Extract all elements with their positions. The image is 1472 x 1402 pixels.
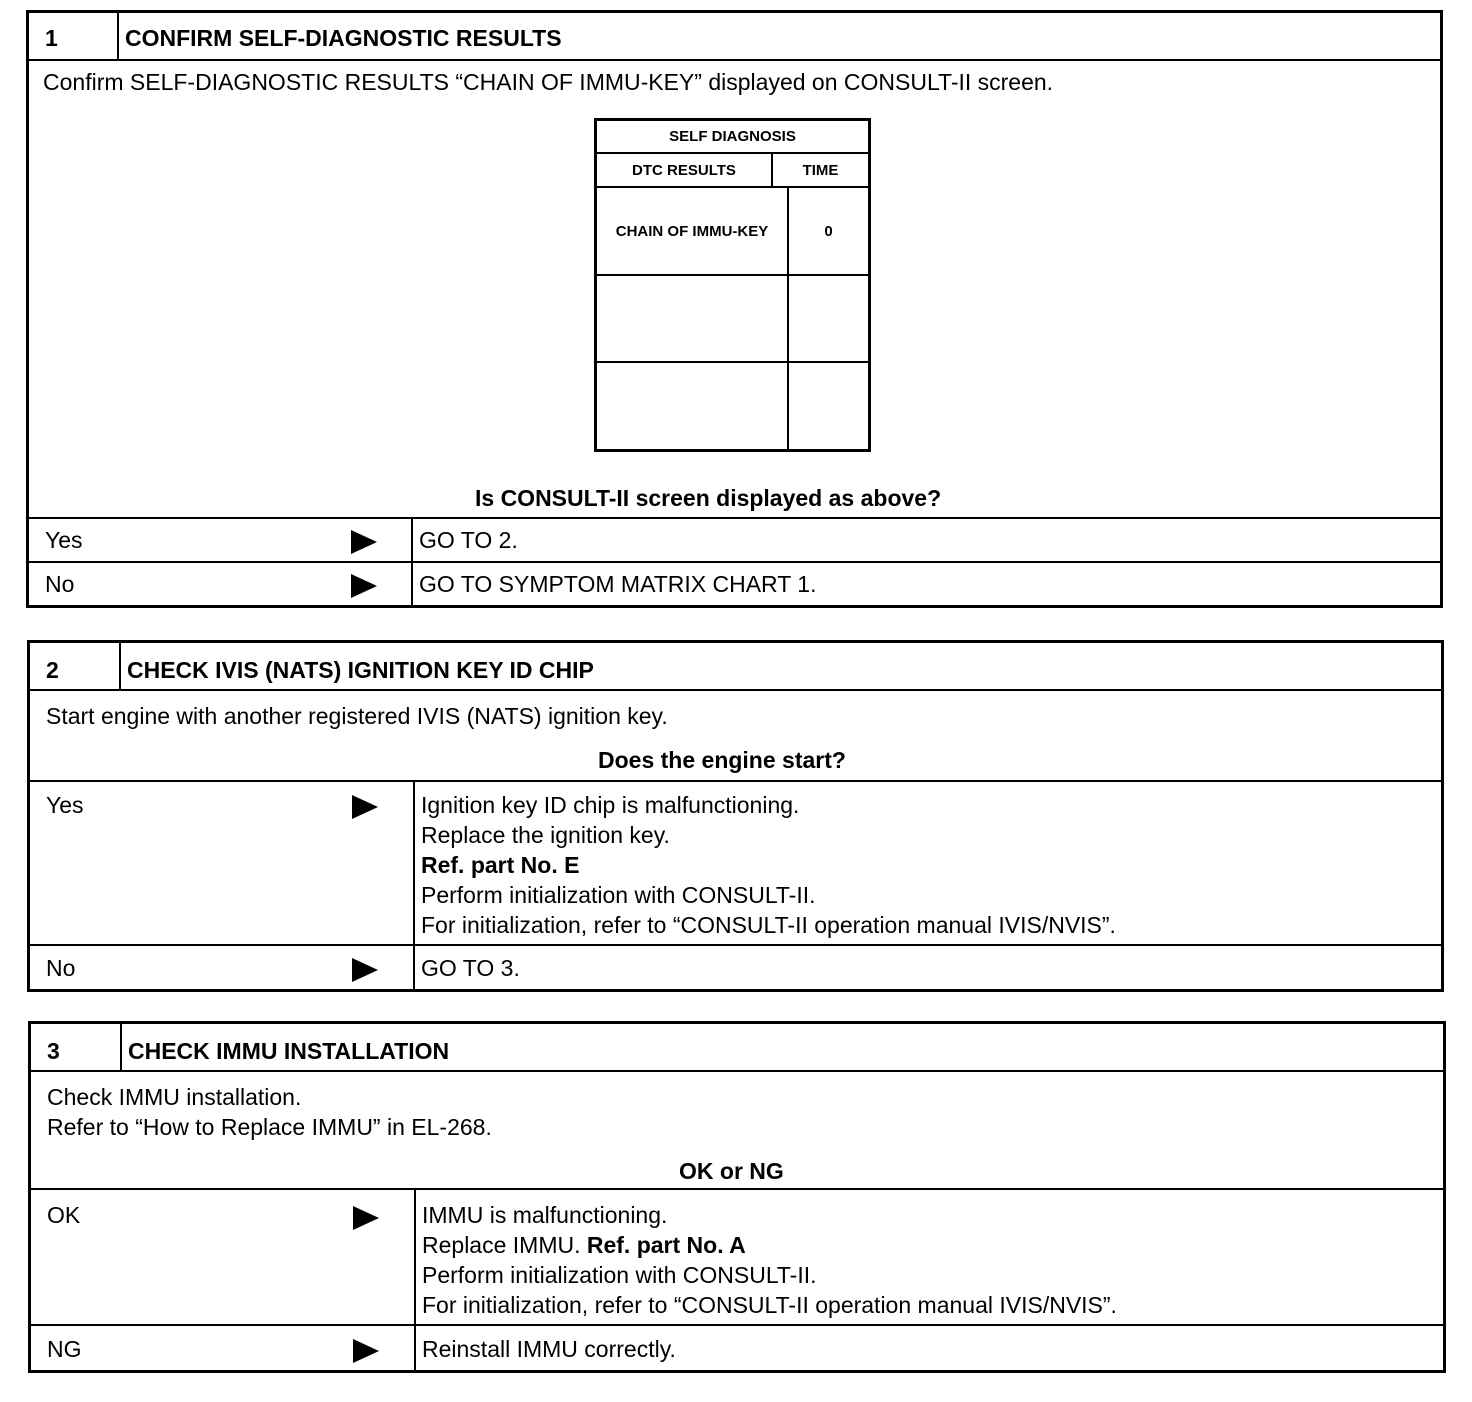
step-3-header — [31, 1024, 1443, 1072]
action-line: Replace the ignition key. — [421, 822, 670, 848]
answer-label: Yes — [46, 792, 84, 818]
step-3-body — [31, 1072, 1443, 1190]
screen-col-time: TIME — [802, 161, 839, 179]
answer-row — [31, 1190, 1443, 1326]
answer-action — [421, 790, 1116, 940]
step-number: 1 — [45, 25, 58, 51]
step-1-body — [29, 61, 1440, 519]
arrow-icon — [351, 574, 377, 598]
action-line: Ignition key ID chip is malfunctioning. — [421, 792, 800, 818]
answer-label: OK — [47, 1202, 81, 1228]
answer-action: GO TO 2. — [419, 527, 518, 553]
action-line: Ref. part No. E — [421, 852, 580, 878]
step-2-block — [27, 640, 1444, 992]
action-line — [422, 1230, 1117, 1260]
answer-row — [30, 782, 1441, 946]
arrow-icon — [353, 1206, 379, 1230]
screen-col-results: DTC RESULTS — [632, 161, 736, 179]
action-line: For initialization, refer to “CONSULT-II operation manual IVIS/NVIS”. — [422, 1292, 1117, 1318]
instruction-line: Refer to “How to Replace IMMU” in EL-268. — [47, 1114, 492, 1140]
arrow-icon — [351, 530, 377, 554]
step-instruction: Start engine with another registered IVIS (NATS) ignition key. — [46, 703, 668, 729]
answer-label: No — [45, 571, 75, 597]
answer-row — [30, 946, 1441, 989]
step-3-block — [28, 1021, 1446, 1373]
step-2-body — [30, 691, 1441, 782]
step-question: Does the engine start? — [598, 747, 846, 773]
screen-result-cell: CHAIN OF IMMU-KEY — [615, 222, 769, 240]
answer-label: No — [46, 955, 76, 981]
answer-row — [29, 563, 1440, 605]
action-line: Perform initialization with CONSULT-II. — [421, 882, 816, 908]
action-line: Perform initialization with CONSULT-II. — [422, 1262, 817, 1288]
step-number: 3 — [47, 1038, 60, 1064]
step-question: Is CONSULT-II screen displayed as above? — [475, 485, 942, 511]
answer-row — [29, 519, 1440, 563]
step-1-block — [26, 10, 1443, 608]
arrow-icon — [352, 795, 378, 819]
step-2-header — [30, 643, 1441, 691]
screen-title: SELF DIAGNOSIS — [669, 128, 796, 145]
screen-time-cell: 0 — [824, 222, 833, 240]
consult-screen — [594, 118, 871, 452]
step-title: CONFIRM SELF-DIAGNOSTIC RESULTS — [125, 25, 562, 51]
action-text: Replace IMMU. — [422, 1232, 581, 1258]
step-1-header — [29, 13, 1440, 61]
ref-part: Ref. part No. A — [586, 1232, 746, 1258]
step-instruction: Confirm SELF-DIAGNOSTIC RESULTS “CHAIN OF IMMU-KEY” displayed on CONSULT-II screen. — [43, 69, 1054, 95]
step-title: CHECK IVIS (NATS) IGNITION KEY ID CHIP — [127, 657, 594, 683]
answer-action: GO TO SYMPTOM MATRIX CHART 1. — [419, 571, 817, 597]
instruction-line: Check IMMU installation. — [47, 1084, 302, 1110]
step-instruction — [47, 1082, 492, 1142]
step-question: OK or NG — [679, 1158, 784, 1184]
answer-action — [422, 1200, 1117, 1320]
step-title: CHECK IMMU INSTALLATION — [128, 1038, 450, 1064]
arrow-icon — [352, 958, 378, 982]
answer-action: GO TO 3. — [421, 955, 520, 981]
step-number: 2 — [46, 657, 59, 683]
answer-label: NG — [47, 1336, 82, 1362]
answer-action: Reinstall IMMU correctly. — [422, 1336, 676, 1362]
answer-row — [31, 1326, 1443, 1370]
arrow-icon — [353, 1339, 379, 1363]
action-line: For initialization, refer to “CONSULT-II operation manual IVIS/NVIS”. — [421, 912, 1116, 938]
action-line: IMMU is malfunctioning. — [422, 1202, 668, 1228]
answer-label: Yes — [45, 527, 83, 553]
